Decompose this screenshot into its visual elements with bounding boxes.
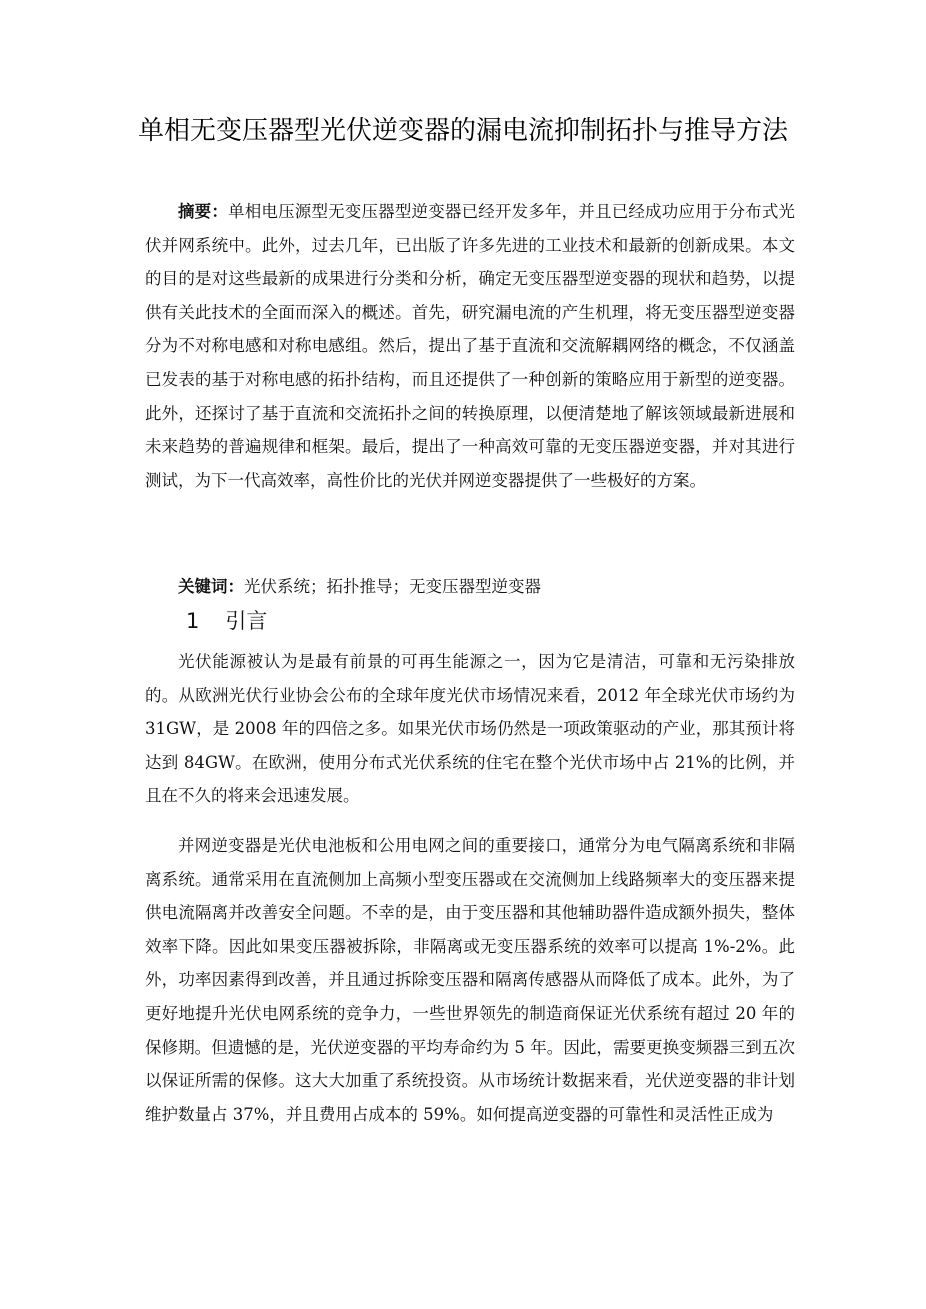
abstract-paragraph [145, 195, 795, 497]
intro-paragraph-1: 光伏能源被认为是最有前景的可再生能源之一，因为它是清洁，可靠和无污染排放的。从欧洲光伏行业协会公布的全球年度光伏市场情况来看，2012 年全球光伏市场约为 31GW，是 2008 年的四倍之多。如果光伏市场仍然是一项政策驱动的产业，那其预计将达到 84GW。在欧洲，使用分布式光伏系统的住宅在整个光伏市场中占 21%的比例，并且在不久的将来会迅速发展。 [145, 652, 795, 806]
section-heading-introduction [186, 602, 267, 640]
keywords-label: 关键词： [178, 577, 244, 596]
abstract-text: 单相电压源型无变压器型逆变器已经开发多年，并且已经成功应用于分布式光伏并网系统中。此外，过去几年，已出版了许多先进的工业技术和最新的创新成果。本文的目的是对这些最新的成果进行分类和分析，确定无变压器型逆变器的现状和趋势，以提供有关此技术的全面而深入的概述。首先，研究漏电流的产生机理，将无变压器型逆变器分为不对称电感和对称电感组。然后，提出了基于直流和交流解耦网络的概念，不仅涵盖已发表的基于对称电感的拓扑结构，而且还提供了一种创新的策略应用于新型的逆变器。此外，还探讨了基于直流和交流拓扑之间的转换原理，以便清楚地了解该领域最新进展和未来趋势的普遍规律和框架。最后，提出了一种高效可靠的无变压器逆变器，并对其进行测试，为下一代高效率，高性价比的光伏并网逆变器提供了一些极好的方案。 [145, 202, 796, 490]
abstract-label: 摘要： [178, 202, 229, 221]
keywords-paragraph [145, 570, 795, 604]
keywords-text: 光伏系统；拓扑推导；无变压器型逆变器 [244, 577, 541, 596]
document-title: 单相无变压器型光伏逆变器的漏电流抑制拓扑与推导方法 [137, 116, 788, 146]
section-number: 1 [186, 609, 200, 633]
intro-paragraph-2: 并网逆变器是光伏电池板和公用电网之间的重要接口，通常分为电气隔离系统和非隔离系统。通常采用在直流侧加上高频小型变压器或在交流侧加上线路频率大的变压器来提供电流隔离并改善安全问题。不幸的是，由于变压器和其他辅助器件造成额外损失，整体效率下降。因此如果变压器被拆除，非隔离或无变压器系统的效率可以提高 1%-2%。此外，功率因素得到改善，并且通过拆除变压器和隔离传感器从而降低了成本。此外，为了更好地提升光伏电网系统的竞争力，一些世界领先的制造商保证光伏系统有超过 20 年的保修期。但遗憾的是，光伏逆变器的平均寿命约为 5 年。因此，需要更换变频器三到五次以保证所需的保修。这大大加重了系统投资。从市场统计数据来看，光伏逆变器的非计划维护数量占 37%，并且费用占成本的 59%。如何提高逆变器的可靠性和灵活性正成为 [145, 836, 795, 1124]
section-title: 引言 [225, 609, 268, 633]
